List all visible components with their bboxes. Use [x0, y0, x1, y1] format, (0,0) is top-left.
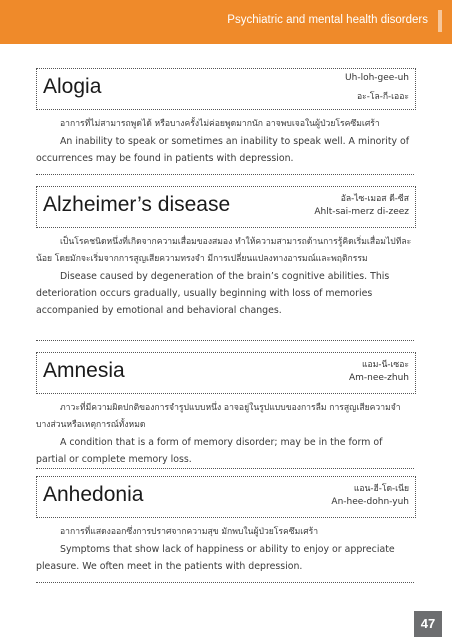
term-box-alzheimers: [36, 186, 416, 228]
header-accent-tab: [438, 10, 442, 32]
term-title: Anhedonia: [43, 483, 144, 506]
section-divider: [36, 582, 414, 583]
pronunciation-en: An-hee-dohn-yuh: [331, 497, 409, 507]
header-bar: [0, 0, 452, 44]
definition-english: An inability to speak or sometimes an inability to speak well. A minority of occurrences may be found in patients with depression.: [36, 136, 410, 164]
definition-amnesia: [36, 400, 412, 468]
definition-alogia: [36, 116, 412, 167]
term-box-amnesia: [36, 352, 416, 394]
term-box-anhedonia: [36, 476, 416, 518]
definition-thai: อาการที่ไม่สามารถพูดได้ หรือบางครั้งไม่ค่อยพูดมากนัก อาจพบเจอในผู้ป่วยโรคซึมเศร้า: [60, 119, 380, 129]
definition-thai: ภาวะที่มีความผิดปกติของการจำรูปแบบหนึ่ง อาจอยู่ในรูปแบบของการลืม การสูญเสียความจำบางส่วนหรือเหตุการณ์ทั้งหมด: [36, 403, 401, 430]
definition-thai: อาการที่แสดงออกซึ่งการปราศจากความสุข มักพบในผู้ป่วยโรคซึมเศร้า: [60, 527, 319, 537]
pronunciation-th: แอน-ฮี-โด-เนีย: [353, 484, 409, 494]
definition-alzheimers: [36, 234, 412, 319]
definition-anhedonia: [36, 524, 412, 575]
section-divider: [36, 174, 414, 175]
pronunciation-th: แอม-นี-เซอะ: [362, 360, 409, 370]
chapter-title: Psychiatric and mental health disorders: [227, 14, 428, 26]
definition-english: A condition that is a form of memory disorder; may be in the form of partial or complete memory loss.: [36, 437, 383, 465]
section-divider: [36, 468, 414, 469]
pronunciation-th: อัล-ไซ-เมอส ดี-ซีส: [340, 194, 409, 204]
pronunciation-th: อะ-โล-กี-เออะ: [356, 92, 409, 102]
definition-thai: เป็นโรคชนิดหนึ่งที่เกิดจากความเสื่อมของสมอง ทำให้ความสามารถด้านการรู้คิดเริ่มเสื่อมไปทีละน้อย โดยมักจะเริ่มจากการสูญเสียความทรงจำ มีการเปลี่ยนแปลงทางอารมณ์และพฤติกรรม: [36, 237, 412, 264]
term-title: Alzheimer’s disease: [43, 193, 231, 216]
definition-english: Symptoms that show lack of happiness or ability to enjoy or appreciate pleasure. We often meet in the patients with depression.: [36, 544, 395, 572]
section-divider: [36, 340, 414, 341]
definition-english: Disease caused by degeneration of the brain’s cognitive abilities. This deterioration occurs gradually, usually beginning with loss of memories accompanied by emotional and behavioral changes.: [36, 271, 390, 316]
term-title: Alogia: [43, 75, 102, 98]
pronunciation-en: Uh-loh-gee-uh: [345, 73, 409, 83]
term-title: Amnesia: [43, 359, 125, 382]
term-box-alogia: [36, 68, 416, 110]
page-number: 47: [414, 611, 442, 637]
pronunciation-en: Am-nee-zhuh: [348, 373, 409, 383]
pronunciation-en: Ahlt-sai-merz di-zeez: [314, 207, 409, 217]
